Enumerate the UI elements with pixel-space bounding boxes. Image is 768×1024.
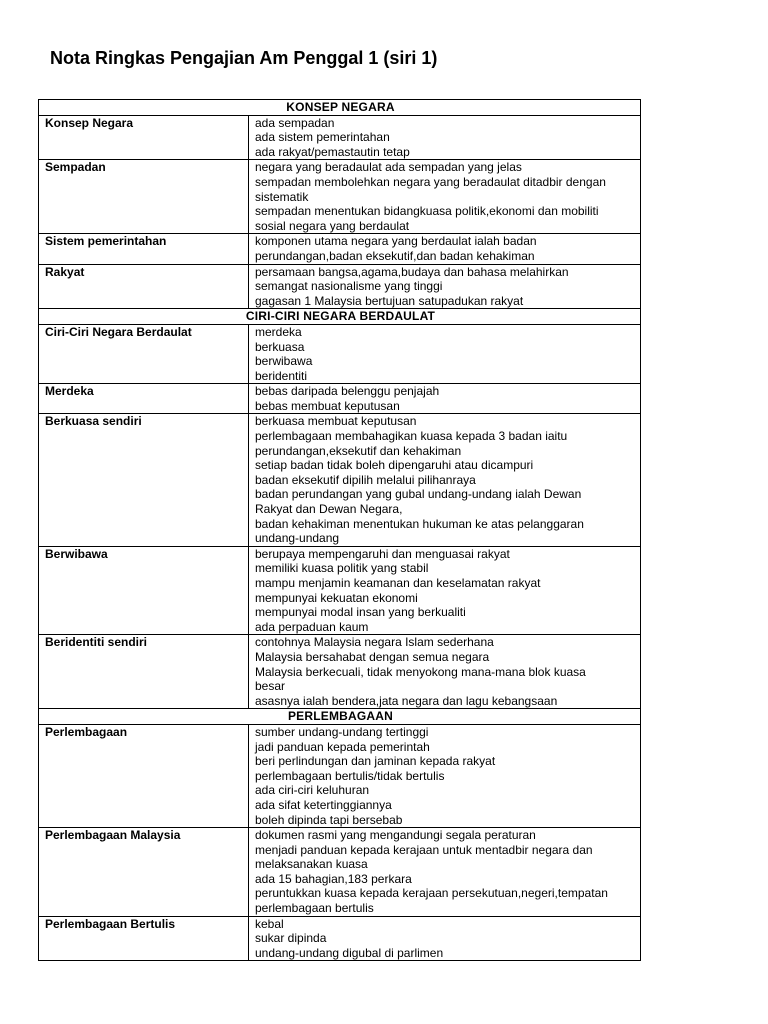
table-row: [39, 546, 641, 635]
description-line: jadi panduan kepada pemerintah: [255, 739, 430, 754]
table-row: [39, 414, 641, 546]
term-cell: Ciri-Ciri Negara Berdaulat: [39, 324, 249, 383]
description-line: ada rakyat/pemastautin tetap: [255, 144, 410, 159]
description-line: badan kehakiman menentukan hukuman ke atas pelanggaran: [255, 516, 584, 531]
description-cell: [249, 324, 641, 383]
description-cell: [249, 724, 641, 827]
description-line: perlembagaan membahagikan kuasa kepada 3 badan iaitu: [255, 429, 568, 444]
description-line: melaksanakan kuasa: [255, 857, 368, 872]
description-line: sumber undang-undang tertinggi: [255, 724, 429, 739]
table-row: [39, 384, 641, 414]
description-line: badan eksekutif dipilih melalui pilihanraya: [255, 472, 476, 487]
description-line: sosial negara yang berdaulat: [255, 218, 410, 233]
description-line: undang-undang digubal di parlimen: [255, 945, 444, 960]
description-line: sempadan membolehkan negara yang beradaulat ditadbir dengan: [255, 174, 606, 189]
section-heading: CIRI-CIRI NEGARA BERDAULAT: [39, 309, 641, 325]
description-cell: [249, 635, 641, 709]
description-line: Malaysia berkecuali, tidak menyokong mana-mana blok kuasa: [255, 664, 586, 679]
term-cell: Perlembagaan Malaysia: [39, 828, 249, 917]
table-row: [39, 635, 641, 709]
description-line: ada ciri-ciri keluhuran: [255, 783, 370, 798]
description-line: peruntukkan kuasa kepada kerajaan persekutuan,negeri,tempatan: [255, 886, 608, 901]
description-line: mampu menjamin keamanan dan keselamatan rakyat: [255, 576, 541, 590]
description-line: kebal: [255, 916, 284, 931]
description-line: ada perpaduan kaum: [255, 619, 369, 634]
description-line: berwibawa: [255, 354, 313, 369]
description-line: mempunyai modal insan yang berkualiti: [255, 605, 466, 620]
description-line: beridentiti: [255, 368, 308, 383]
term-cell: Rakyat: [39, 264, 249, 309]
document-title: Nota Ringkas Pengajian Am Penggal 1 (siri 1): [50, 48, 438, 68]
term-cell: Konsep Negara: [39, 115, 249, 160]
description-line: sukar dipinda: [255, 931, 327, 946]
description-line: semangat nasionalisme yang tinggi: [255, 279, 443, 294]
description-line: Malaysia bersahabat dengan semua negara: [255, 649, 490, 664]
term-cell: Perlembagaan Bertulis: [39, 916, 249, 961]
table-row: [39, 724, 641, 827]
description-line: mempunyai kekuatan ekonomi: [255, 590, 418, 605]
table-row: [39, 324, 641, 383]
description-line: berupaya mempengaruhi dan menguasai rakyat: [255, 546, 510, 561]
description-line: boleh dipinda tapi bersebab: [255, 812, 403, 827]
description-cell: [249, 384, 641, 414]
description-cell: [249, 546, 641, 635]
term-cell: Merdeka: [39, 384, 249, 414]
description-cell: [249, 160, 641, 234]
description-line: bebas daripada belenggu penjajah: [255, 384, 440, 399]
description-line: setiap badan tidak boleh dipengaruhi atau dicampuri: [255, 458, 534, 473]
description-cell: [249, 115, 641, 160]
description-line: sistematik: [255, 189, 309, 204]
description-line: ada sempadan: [255, 115, 335, 130]
description-cell: [249, 264, 641, 309]
description-line: contohnya Malaysia negara Islam sederhana: [255, 635, 494, 650]
description-line: ada 15 bahagian,183 perkara: [255, 871, 412, 886]
description-line: beri perlindungan dan jaminan kepada rakyat: [255, 754, 496, 769]
section-heading-row: [39, 100, 641, 116]
section-heading: KONSEP NEGARA: [39, 100, 641, 116]
description-line: perundangan,badan eksekutif,dan badan kehakiman: [255, 248, 535, 263]
description-line: Rakyat dan Dewan Negara,: [255, 502, 403, 517]
description-line: sempadan menentukan bidangkuasa politik,ekonomi dan mobiliti: [255, 204, 599, 219]
description-line: perundangan,eksekutif dan kehakiman: [255, 443, 462, 458]
table-row: [39, 828, 641, 917]
description-line: undang-undang: [255, 531, 340, 546]
description-line: gagasan 1 Malaysia bertujuan satupadukan rakyat: [255, 293, 524, 308]
table-row: [39, 264, 641, 309]
section-heading-row: [39, 709, 641, 725]
table-row: [39, 160, 641, 234]
description-line: dokumen rasmi yang mengandungi segala peraturan: [255, 828, 536, 843]
description-line: komponen utama negara yang berdaulat ialah badan: [255, 234, 537, 249]
description-line: persamaan bangsa,agama,budaya dan bahasa melahirkan: [255, 264, 569, 279]
term-cell: Berkuasa sendiri: [39, 414, 249, 546]
table-row: [39, 916, 641, 961]
description-cell: [249, 916, 641, 961]
description-line: asasnya ialah bendera,jata negara dan lagu kebangsaan: [255, 693, 558, 708]
term-cell: Sempadan: [39, 160, 249, 234]
notes-table: [38, 99, 641, 961]
description-line: memiliki kuasa politik yang stabil: [255, 561, 429, 576]
notes-table-body: [39, 100, 641, 961]
section-heading-row: [39, 309, 641, 325]
term-cell: Berwibawa: [39, 546, 249, 635]
description-line: berkuasa membuat keputusan: [255, 414, 417, 429]
term-cell: Perlembagaan: [39, 724, 249, 827]
description-line: menjadi panduan kepada kerajaan untuk mentadbir negara dan: [255, 842, 593, 857]
term-cell: Sistem pemerintahan: [39, 234, 249, 264]
table-row: [39, 234, 641, 264]
description-line: negara yang beradaulat ada sempadan yang jelas: [255, 160, 522, 175]
table-row: [39, 115, 641, 160]
description-line: bebas membuat keputusan: [255, 398, 400, 413]
description-line: ada sifat ketertinggiannya: [255, 797, 392, 812]
description-cell: [249, 414, 641, 546]
description-line: besar: [255, 679, 286, 694]
description-line: perlembagaan bertulis: [255, 901, 374, 916]
term-cell: Beridentiti sendiri: [39, 635, 249, 709]
description-line: badan perundangan yang gubal undang-undang ialah Dewan: [255, 487, 582, 502]
description-cell: [249, 234, 641, 264]
section-heading: PERLEMBAGAAN: [39, 709, 641, 725]
description-cell: [249, 828, 641, 917]
description-line: perlembagaan bertulis/tidak bertulis: [255, 768, 445, 783]
description-line: ada sistem pemerintahan: [255, 130, 390, 145]
description-line: berkuasa: [255, 339, 305, 354]
description-line: merdeka: [255, 324, 302, 339]
